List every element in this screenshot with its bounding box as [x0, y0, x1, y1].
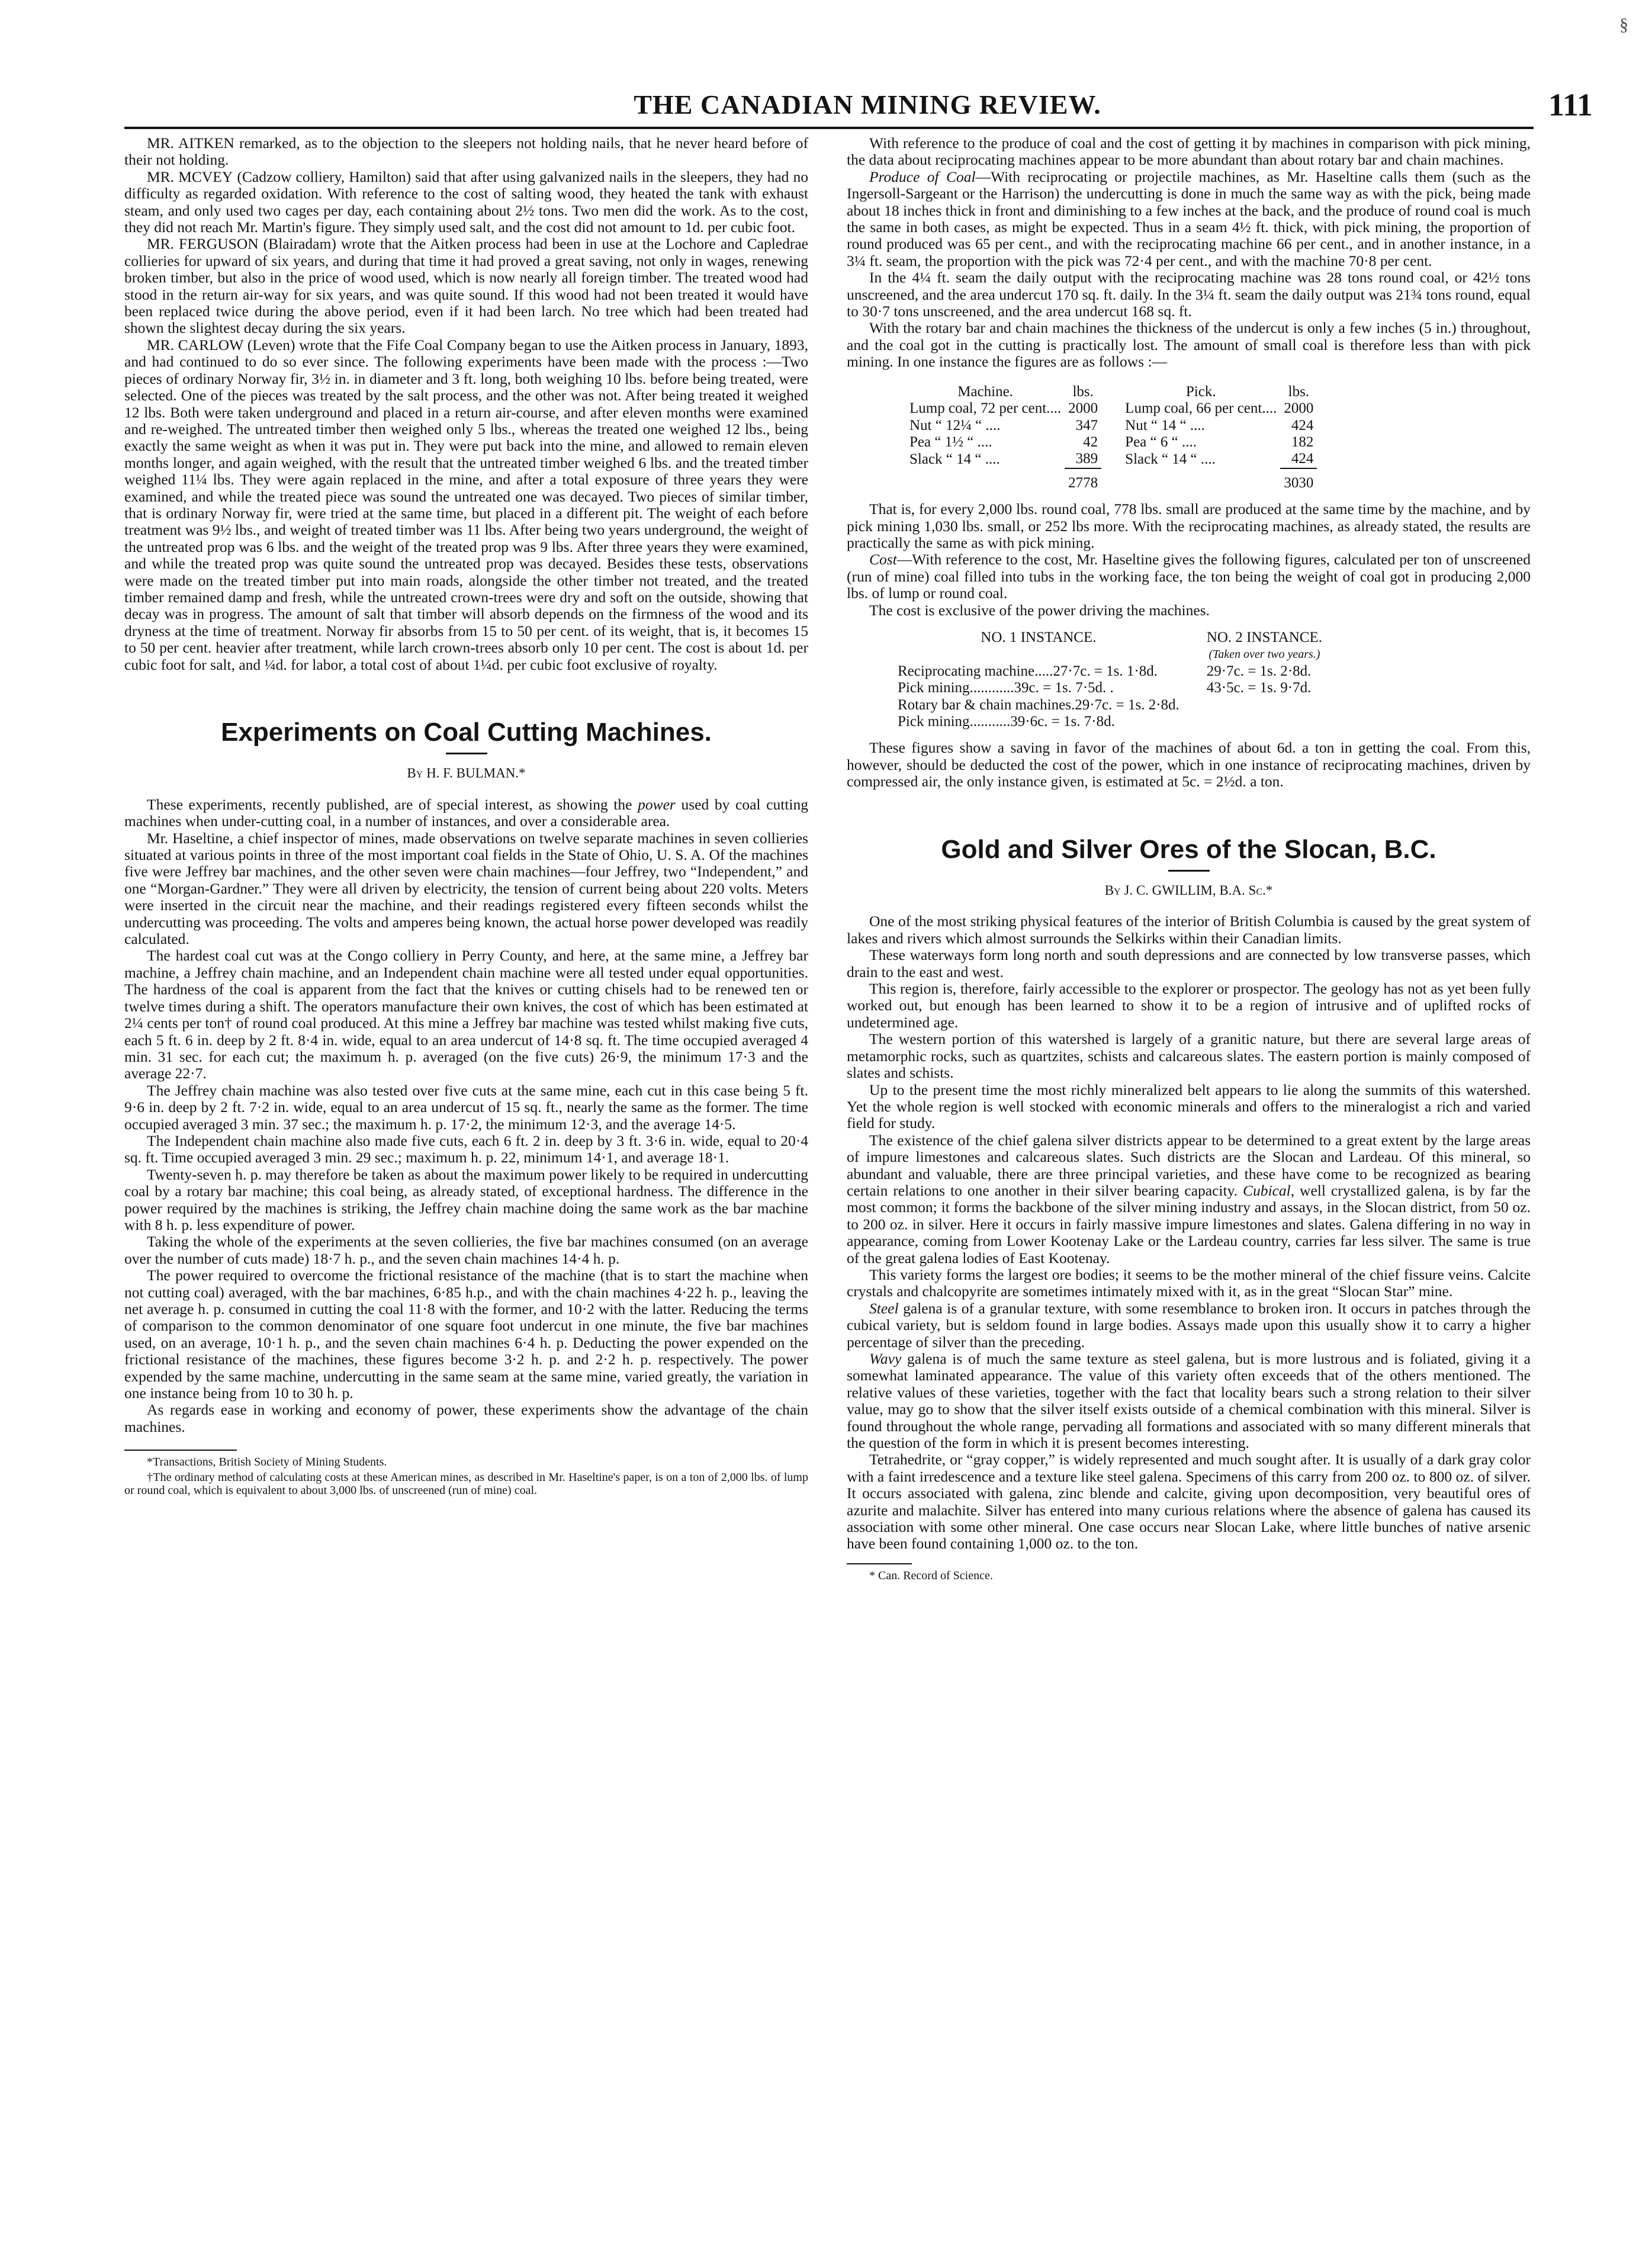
table-row: Reciprocating machine.....27·7c. = 1s. 1·8d. 29·7c. = 1s. 2·8d.: [898, 663, 1312, 679]
title-rule: [446, 753, 487, 754]
table-row: Pick mining............39c. = 1s. 7·5d. . 43·5c. = 1s. 9·7d.: [898, 680, 1312, 696]
footnote-transactions: *Transactions, British Society of Mining Students.: [147, 1455, 387, 1469]
article-title-coal-cutting: Experiments on Coal Cutting Machines.: [221, 718, 712, 747]
byline-gwillim: By J. C. GWILLIM, B.A. Sc.*: [1104, 883, 1273, 898]
table-row: Pick mining...........39·6c. = 1s. 7·8d.: [898, 714, 1115, 730]
paragraph-produce-intro: With reference to the produce of coal and the cost of getting it by machines in comparison with pick mining, the data about reciprocating machines appear to be more abundant than about rotary bar and chain machines.: [847, 134, 1531, 169]
footnote-rule: [124, 1450, 237, 1451]
paragraph-jeffrey-chain: The Jeffrey chain machine was also tested over five cuts at the same mine, each cut in this case being 5 ft. 9·6 in. deep by 2 ft. 7·2 in. wide, equal to an area undercut of 15 sq. ft., nearly the same as the former. The time occupied averaged 3 min. 37 sec.; the maximum h. p. 17·2, the minimum 12·3, and the average 14·5.: [124, 1081, 808, 1133]
paragraph-max-power: Twenty-seven h. p. may therefore be taken as about the maximum power likely to be required in undercutting coal by a rotary bar machine; this coal being, as already stated, of exceptional hardness. The difference in the power required by the machines is striking, the Jeffrey chain machine doing the same work as the bar machine with 8 h. p. less expenditure of power.: [124, 1165, 808, 1233]
paragraph-region: This region is, therefore, fairly accessible to the explorer or prospector. The geology has not as yet been fully worked out, but enough has been learned to show it to be a region of intrusive and of uplifted rocks of undetermined age.: [847, 980, 1531, 1031]
cost-table: [894, 629, 1326, 730]
paragraph-ferguson: MR. FERGUSON (Blairadam) wrote that the Aitken process had been in use at the Lochore and Capledrae collieries for upward of six years, and during that time it had proved a great saving, not only in wages, renewing broken timber, but also in the price of wood used, which is now nearly all foreign timber. The treated wood had stood in the return air-way for six years, and was quite sound. If this wood had not been treated it would have been replaced twice during the above period, even if it had been larch. No tree which had been treated had shown the slightest decay during the six years.: [124, 235, 808, 337]
paragraph-carlow: MR. CARLOW (Leven) wrote that the Fife Coal Company began to use the Aitken process in January, 1893, and had continued to do so ever since. The following experiments have been made with the process :—Two pieces of ordinary Norway fir, 3½ in. in diameter and 3 ft. long, both weighing 10 lbs. before being treated, were selected. One of the pieces was treated by the salt process, and the other was not. After being treated it weighed 12 lbs. Both were taken underground and placed in a return air-course, and after eleven months were examined and re-weighed. The untreated timber then weighed only 5 lbs., whereas the treated one weighed 12 lbs., being exactly the same weight as when it was put in. They were put back into the mine, and allowed to remain eleven months longer, and again weighed, with the result that the untreated timber weighed 6 lbs. and the treated timber weighed 11¼ lbs. They were again replaced in the mine, and after a total exposure of three years they were examined, and while the treated piece was sound the untreated one was decayed. Two pieces of similar timber, that is ordinary Norway fir, were tried at the same time, but placed in a different pit. The weight of each before treatment was 9½ lbs., and weight of treated timber was 11 lbs. After being two years underground, the weight of the untreated prop was 6 lbs. and the weight of the treated prop was 9 lbs. After three years they were examined, and while the treated prop was quite sound the untreated prop was decayed. Besides these tests, observations were made on the treated timber put into main roads, alongside the other timber not treated, and the treated timber remained damp and fresh, while the untreated crown-trees were dry and soft on the outside, showing that decay was in progress. The amount of salt that timber will absorb depends on the firmness of the wood and its dryness at the time of treatment. Norway fir absorbs from 15 to 50 per cent. of its weight, that is, it becomes 15 to 50 per cent. heavier after treatment, while larch crown-trees absorb only 10 per cent. The cost is about 1d. per cubic foot for salt, and ¼d. for labor, a total cost of about 1¼d. per cubic foot exclusive of royalty.: [124, 336, 808, 673]
table-header-row: NO. 1 INSTANCE. NO. 2 INSTANCE.: [981, 629, 1322, 645]
paragraph-independent: The Independent chain machine also made five cuts, each 6 ft. 2 in. deep by 3 ft. 3·6 in. wide, equal to 20·4 sq. ft. Time occupied averaged 3 min. 29 sec.; maximum h. p. 22, minimum 14·1, and average 18·1.: [124, 1132, 808, 1167]
paragraph-steel: Steel galena is of a granular texture, with some resemblance to broken iron. It occurs in patches through the cubical variety, but is seldom found in large bodies. Assays made upon this usually show it to carry a higher percentage of silver than the preceding.: [847, 1299, 1531, 1351]
header-rule: [124, 127, 1534, 129]
title-rule: [1168, 870, 1210, 872]
paragraph-aitken: MR. AITKEN remarked, as to the objection to the sleepers not holding nails, that he never heard before of their not holding.: [124, 134, 808, 169]
page-number: 111: [1548, 87, 1593, 123]
table-row: Lump coal, 72 per cent.... 2000 Lump coal, 66 per cent.... 2000: [909, 400, 1314, 417]
byline-bulman: By H. F. BULMAN.*: [407, 766, 526, 781]
table-subheader-row: (Taken over two years.): [1209, 648, 1320, 661]
paragraph-cost: Cost—With reference to the cost, Mr. Haseltine gives the following figures, calculated per ton of unscreened (run of mine) coal filled into tubs in the working face, the ton being the weight of coal got in producing 2,000 lbs. of lump or round coal.: [847, 551, 1531, 602]
paragraph-western: The western portion of this watershed is largely of a granitic nature, but there are several large areas of metamorphic rocks, such as quartzites, schists and calcareous slates. The eastern portion is mainly composed of slates and schists.: [847, 1030, 1531, 1082]
paragraph-galena: The existence of the chief galena silver districts appear to be determined to a great extent by the large areas of impure limestones and calcareous slates. Such districts are the Slocan and Lardeau. Of this mineral, so abundant and valuable, there are three principal varieties, and these have come to be recognized as bearing certain relations to one another in their silver bearing capacity. Cubical, well crystallized galena, is by far the most common; it forms the backbone of the silver mining industry and assays, in the Slocan district, from 50 oz. to 200 oz. in silver. Here it occurs in fairly massive impure limestones and slates. Galena differing in no way in appearance, coming from Lower Kootenay Lake or the Lardeau country, carries far less silver. The same is true of the great galena lodies of East Kootenay.: [847, 1131, 1531, 1267]
right-column: [847, 135, 1531, 1582]
paragraph-cost-note: The cost is exclusive of the power driving the machines.: [869, 601, 1210, 619]
paragraph-output: In the 4¼ ft. seam the daily output with the reciprocating machine was 28 tons round coal, or 42½ tons unscreened, and the area undercut 170 sq. ft. daily. In the 3¼ ft. seam the daily output was 21¾ tons round, equal to 30·7 tons unscreened, and the area undercut 168 sq. ft.: [847, 269, 1531, 320]
paragraph-tetrahedrite: Tetrahedrite, or “gray copper,” is widely represented and much sought after. It is usually of a dark gray color with a faint irredescence and a texture like steel galena. Specimens of this carry from 200 oz. to 800 oz. of silver. It occurs associated with galena, zinc blende and calcite, giving upon decomposition, very beautiful ores of azurite and malachite. Silver has entered into many curious relations where the absence of galena has caused its association with some other mineral. One case occurs near Slocan Lake, where little bunches of native arsenic have been found containing 1,000 oz. to the ton.: [847, 1451, 1531, 1553]
paragraph-ease: As regards ease in working and economy of power, these experiments show the advantage of the chain machines.: [124, 1401, 808, 1435]
table-total-row: 2778 3030: [1068, 474, 1314, 491]
paragraph-mineralized: Up to the present time the most richly mineralized belt appears to lie along the summits of this watershed. Yet the whole region is well stocked with economic minerals and offers to the mineralogist a rich and varied field for study.: [847, 1081, 1531, 1132]
table-row: Slack “ 14 “ .... 389 Slack “ 14 “ .... 424: [906, 451, 1317, 468]
paragraph-mcvey: MR. MCVEY (Cadzow colliery, Hamilton) said that after using galvanized nails in the sleepers, they had no difficulty as regarded oxidation. With reference to the cost of salting wood, they heated the tank with exhaust steam, and only used two cages per day, each containing about 2½ tons. Two men did the work. As to the cost, they did not reach Mr. Martin's figure. They simply used salt, and the cost did not amount to 1d. per cubic foot.: [124, 168, 808, 236]
footnote-rule: [847, 1563, 912, 1564]
paragraph-intro: These experiments, recently published, are of special interest, as showing the power used by coal cutting machines when under-cutting coal, in a number of instances, and over a considerable area.: [124, 795, 808, 830]
table-row: Rotary bar & chain machines.29·7c. = 1s. 2·8d.: [898, 696, 1179, 713]
paragraph-variety: This variety forms the largest ore bodies; it seems to be the mother mineral of the chief fissure veins. Calcite crystals and chalcopyrite are sometimes intimately mixed with it, as in the great “Slocan Star” mine.: [847, 1265, 1531, 1300]
paragraph-produce: Produce of Coal—With reciprocating or projectile machines, as Mr. Haseltine calls them (such as the Ingersoll-Sargeant or the Harrison) the undercutting is done in much the same way as with the pick, being made about 18 inches thick in front and diminishing to a few inches at the back, and the produce of round coal is much the same in both cases, as might be expected. Thus in a seam 4½ ft. thick, with pick mining, the proportion of round produced was 65 per cent., and with the reciprocating machine 66 per cent., and in another instance, in a 3¼ ft. seam, the proportion with the pick was 72·4 per cent., and with the machine 70·8 per cent.: [847, 168, 1531, 269]
paragraph-saving: These figures show a saving in favor of the machines of about 6d. a ton in getting the coal. From this, however, should be deducted the cost of the power, which in one instance of reciprocating machines, driven by compressed air, the only instance given, is estimated at 5c. = 2½d. a ton.: [847, 739, 1531, 791]
paragraph-wavy: Wavy galena is of much the same texture as steel galena, but is more lustrous and is foliated, giving it a somewhat laminated appearance. The value of this variety often exceeds that of the others mentioned. The relative values of these varieties, together with the fact that locality bears such a strong relation to their silver value, may go to show that the silver itself exists outside of a chemical combination with this mineral. Silver is found throughout the whole range, pervading all formations and associated with so many different minerals that the question of the form in which it is present becomes interesting.: [847, 1350, 1531, 1452]
corner-mark: §: [1619, 15, 1628, 34]
left-column: [124, 135, 808, 1497]
paragraph-haseltine: Mr. Haseltine, a chief inspector of mines, made observations on twelve separate machines in seven collieries situated at various points in three of the most important coal fields in the State of Ohio, U. S. A. Of the machines five were Jeffrey bar machines, and the other seven were chain machines—four Jeffrey, two “Independent,” and one “Morgan-Gardner.” They were all driven by electricity, the tension of current being about 220 volts. Meters were inserted in the circuit near the machine, and their readings registered every fifteen seconds whilst the undercutting was proceeding. The volts and amperes being known, the actual horse power developed was readily calculated.: [124, 829, 808, 948]
footnote-science: * Can. Record of Science.: [869, 1569, 993, 1582]
paragraph-slocan-intro: One of the most striking physical features of the interior of British Columbia is caused by the great system of lakes and rivers which almost surrounds the Selkirks within their Canadian limits.: [847, 912, 1531, 947]
paragraph-whole: Taking the whole of the experiments at the seven collieries, the five bar machines consumed (on an average over the number of cuts made) 18·7 h. p., and the seven chain machines 14·4 h. p.: [124, 1233, 808, 1267]
coal-size-table: [906, 384, 1317, 491]
article-title-slocan: Gold and Silver Ores of the Slocan, B.C.: [941, 834, 1436, 864]
running-header: THE CANADIAN MINING REVIEW.: [634, 89, 1101, 120]
table-row: Nut “ 12¼ “ .... 347 Nut “ 14 “ .... 424: [909, 417, 1314, 433]
footnote-costs: †The ordinary method of calculating costs at these American mines, as described in Mr. Haseltine's paper, is on a ton of 2,000 lbs. of lump or round coal, which is equivalent to about 3,000 lbs. of unscreened (run of mine) coal.: [124, 1471, 808, 1498]
paragraph-waterways: These waterways form long north and south depressions and are connected by low transverse passes, which drain to the east and west.: [847, 946, 1531, 981]
paragraph-congo: The hardest coal cut was at the Congo colliery in Perry County, and here, at the same mine, a Jeffrey bar machine, a Jeffrey chain machine, and an Independent chain machine were all tested under equal opportunities. The hardness of the coal is apparent from the fact that the knives or cutting chisels had to be renewed ten or twelve times during a shift. The operators manufacture their own knives, the cost of which has been estimated at 2¼ cents per ton† of round coal produced. At this mine a Jeffrey bar machine was tested whilst making five cuts, each 5 ft. 6 in. deep by 2 ft. 8·4 in. wide, equal to an area undercut of 14·8 sq. ft. The time occupied averaged 4 min. 31 sec. for each cut; the maximum h. p. averaged (on the five cuts) 26·9, the minimum 17·3 and the average 22·7.: [124, 947, 808, 1082]
table-header-row: Machine. lbs. Pick. lbs.: [957, 383, 1310, 400]
paragraph-small-coal: That is, for every 2,000 lbs. round coal, 778 lbs. small are produced at the same time by the machine, and by pick mining 1,030 lbs. small, or 252 lbs more. With the reciprocating machines, as already stated, the results are practically the same as with pick mining.: [847, 500, 1531, 551]
paragraph-rotary: With the rotary bar and chain machines the thickness of the undercut is only a few inches (5 in.) throughout, and the coal got in the cutting is practically lost. The amount of small coal is therefore less than with pick mining. In one instance the figures are as follows :—: [847, 319, 1531, 371]
table-row: Pea “ 1½ “ .... 42 Pea “ 6 “ .... 182: [909, 433, 1314, 450]
paragraph-friction: The power required to overcome the frictional resistance of the machine (that is to start the machine when not cutting coal) averaged, with the bar machines, 6·85 h.p., and with the chain machines 4·22 h. p., leaving the net average h. p. consumed in cutting the coal 11·8 with the former, and 10·2 with the latter. Reducing the terms of comparison to the common denominator of one square foot undercut in one minute, the five bar machines used, on an average, 10·1 h. p., and the seven chain machines 6·4 h. p. Deducting the power expended on the frictional resistance of the machines, these figures become 3·2 h. p. and 2·2 h. p. respectively. The power expended by the same machine, undercutting in the same seam at the same mine, varied greatly, the variation in one instance being from 10 to 30 h. p.: [124, 1267, 808, 1402]
